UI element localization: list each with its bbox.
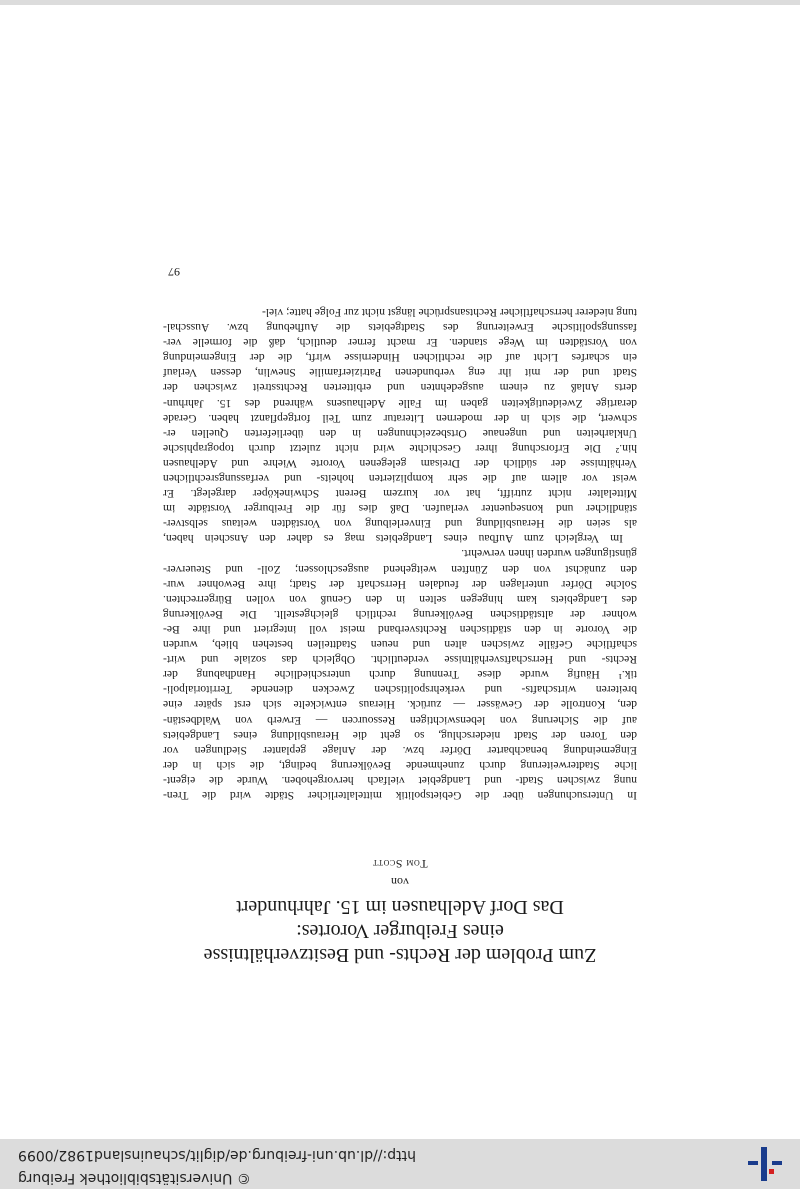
body-line: Rechts- und Herrschaftsverhältnisse verdeutlicht. Obgleich das soziale und wirt- [163, 653, 637, 667]
source-url[interactable]: http://dl.ub.uni-freiburg.de/diglit/schauinsland1982/0099 [18, 1147, 416, 1163]
author-name: Tom Scott [372, 857, 428, 871]
body-line: wohner der altstädtischen Bevölkerung rechtlich gleichgestellt. Die Bevölkerung [163, 607, 637, 621]
body-line: als seien die Herausbildung und Einverleibung von Vorstädten weitaus selbstver- [163, 517, 637, 531]
body-line: günstigungen wurden ihnen verwehrt. [461, 547, 637, 561]
body-line: den Toren der Stadt niederschlug, so geht die Herausbildung eines Landgebiets [163, 728, 637, 742]
byline: von [391, 875, 409, 889]
body-line: auf die Sicherung von lebenswichtigen Ressourcen — Erwerb von Waldbestän- [163, 713, 637, 727]
body-text [163, 305, 637, 803]
body-line: hin.² Die Erforschung ihrer Geschichte wird nicht zuletzt durch topographische [163, 441, 637, 455]
body-line: den zunächst von den Zünften weitgehend ausgeschlossen; Zoll- und Steuerver- [163, 562, 637, 576]
viewer-header [0, 1139, 800, 1189]
title-line-1: Zum Problem der Rechts- und Besitzverhältnisse [203, 944, 597, 966]
ub-freiburg-logo-icon [748, 1147, 782, 1181]
body-line: Eingemeindung benachbarter Dörfer bzw. der Anlage geplanter Siedlungen vor [163, 743, 637, 757]
body-line: In Untersuchungen über die Gebietspolitik mittelalterlicher Städte wird die Tren- [163, 789, 637, 802]
body-line: liche Stadterweiterung durch zunehmende Bevölkerung bedingt, die sich in der [163, 758, 637, 772]
body-line: den, Kontrolle der Gewässer — zurück. Hieraus entwickelte sich erst später eine [163, 698, 637, 712]
body-line: des Landgebiets kam hingegen selten in den Genuß von vollen Bürgerrechten. [163, 592, 637, 606]
body-line: Stadt und der mit ihr eng verbundenen Patrizierfamilie Snewlin, dessen Verlauf [163, 366, 637, 380]
viewer-footer-bar [0, 0, 800, 5]
body-line: die Vororte in den städtischen Rechtsverband meist voll integriert und ihre Be- [163, 622, 637, 636]
page-number: 97 [168, 265, 180, 279]
body-line: schwert, die sich in der modernen Literatur zum Teil fortgepflanzt haben. Gerade [163, 411, 637, 425]
article-title [0, 895, 800, 967]
body-line: derartige Zweideutigkeiten gaben im Falle Adelhausens während des 15. Jahrhun- [163, 396, 637, 410]
body-line: tik.¹ Häufig wurde diese Trennung durch unterschiedliche Handhabung der [163, 668, 637, 682]
body-line: Solche Dörfer unterlagen der feudalen Herrschaft der Stadt; ihre Bewohner wur- [163, 577, 637, 591]
body-line: Im Vergleich zum Aufbau eines Landgebiets mag es daher den Anschein haben, [163, 532, 623, 546]
body-line: schaftliche Gefälle zwischen alten und neuen Stadtteilen bestehen blieb, wurden [163, 638, 637, 652]
title-line-2: eines Freiburger Vorortes: [296, 920, 504, 942]
body-line: derts Anlaß zu einem ausgedehnten und erbitterten Rechtsstreit zwischen der [163, 381, 637, 395]
body-line: ständlicher und konsequenter verlaufen. Daß dies für die Freiburger Vorstädte im [163, 502, 637, 516]
body-line: nung zwischen Stadt- und Landgebiet vielfach hervorgehoben. Wurde die eigent- [163, 773, 637, 787]
body-line: von Vorstädten im Wege standen. Er macht ferner deutlich, daß die formelle ver- [163, 336, 637, 350]
body-line: Unklarheiten und ungenaue Ortsbezeichnungen in den überlieferten Quellen er- [163, 426, 637, 440]
body-line: ein scharfes Licht auf die rechtlichen Hindernisse wirft, die der Eingemeindung [163, 351, 637, 365]
body-line: breiteren wirtschafts- und verkehrspolitischen Zwecken dienende Territorialpoli- [163, 683, 637, 697]
body-line: Verhältnisse der südlich der Dreisam gelegenen Vororte Wiehre und Adelhausen [163, 456, 637, 470]
body-line: weist vor allem auf die sehr komplizierten hoheits- und verfassungsrechtlichen [163, 472, 637, 486]
body-line: tung niederer herrschaftlicher Rechtsansprüche längst nicht zur Folge hatte; viel- [261, 306, 637, 319]
title-line-3: Das Dorf Adelhausen im 15. Jahrhundert [236, 896, 564, 918]
body-line: fassungspolitische Erweiterung des Stadtgebiets die Aufhebung bzw. Ausschal- [163, 321, 637, 335]
library-credit: © Universitätsbibliothek Freiburg [18, 1170, 251, 1186]
body-line: Mittelalter nicht zutrifft, hat vor kurzem Berent Schwineköper dargelegt. Er [163, 487, 637, 501]
